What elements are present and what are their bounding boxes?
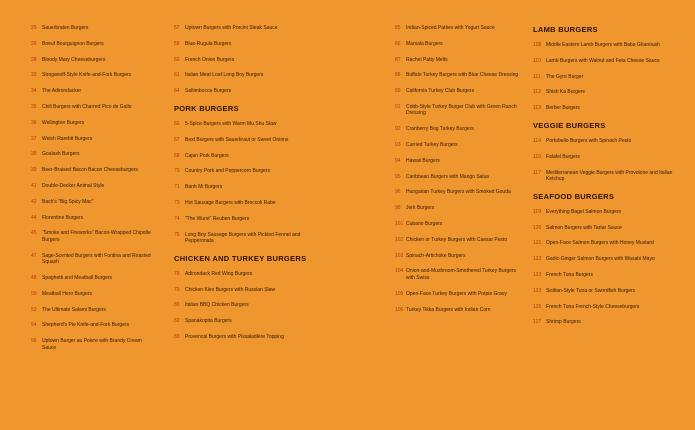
recipe-title: Sauerbraten Burgers: [42, 25, 89, 31]
index-entry: [174, 25, 324, 32]
recipe-title: California Turkey Club Burgers: [406, 88, 475, 95]
page-number: 82: [174, 318, 180, 325]
recipe-title: Shepherd's Pie Knife-and-Fork Burgers: [42, 322, 130, 329]
recipe-title: Uptown Burgers with Porcini Steak Sauce: [185, 25, 278, 31]
recipe-title: “The Wurst” Reuben Burgers: [185, 215, 250, 222]
index-entry: [31, 25, 156, 32]
index-entry: [174, 287, 324, 294]
index-entry: [31, 291, 156, 298]
recipe-title: Cobb-Style Turkey Burger Club with Green Ranch Dressing: [406, 103, 517, 117]
index-entry: [31, 275, 156, 282]
recipe-title: Bloody Mary Cheeseburgers: [42, 56, 106, 63]
page-number: 103: [395, 252, 404, 259]
index-entry: [533, 42, 673, 49]
page-number: 37: [31, 135, 37, 142]
index-entry: [533, 74, 673, 81]
index-entry: [395, 205, 525, 212]
page-number: 44: [31, 214, 37, 221]
page-number: 89: [395, 88, 401, 95]
page-number: 112: [533, 89, 541, 96]
index-entry: [533, 89, 673, 96]
index-entry: [395, 253, 525, 260]
index-entry: [31, 151, 156, 158]
recipe-title: Best Burgers with Sauerkraut or Sweet Onions: [185, 136, 289, 143]
index-entry: [395, 174, 525, 181]
recipe-title: Marsala Burgers: [406, 40, 443, 47]
index-entry: [533, 225, 673, 232]
recipe-title: The Adirondacker: [42, 88, 82, 95]
recipe-title: Caribbean Burgers with Mango Salsa: [406, 173, 489, 180]
page-number: 52: [31, 306, 37, 313]
recipe-title: Stroganoff-Style Knife-and-Fork Burgers: [42, 72, 132, 79]
page-number: 98: [395, 205, 401, 212]
recipe-title: Cubano Burgers: [406, 221, 443, 228]
page-number: 105: [395, 290, 404, 297]
recipe-title: Blue-Rugula Burgers: [185, 40, 232, 47]
recipe-title: Italian BBQ Chicken Burgers: [185, 302, 249, 309]
index-entry: [31, 183, 156, 190]
veggie-burger-list: [533, 138, 673, 183]
page-number: 47: [31, 252, 37, 259]
recipe-title: Welsh Rarebit Burgers: [42, 135, 93, 142]
page-number: 87: [395, 56, 401, 63]
recipe-title: Buffalo Turkey Burgers with Blue Cheese Dressing: [406, 72, 519, 79]
recipe-title: Shrimp Burgers: [546, 319, 581, 326]
page-number: 104: [395, 268, 404, 275]
page-number: 123: [533, 287, 542, 294]
recipe-title: Mediterranean Veggie Burgers with Provolone and Italian Ketchup: [546, 169, 673, 183]
page-number: 85: [395, 25, 401, 31]
index-entry: [533, 288, 673, 295]
page-number: 71: [174, 184, 180, 191]
page-number: 42: [31, 198, 37, 205]
recipe-title: Adirondack Red Wing Burgers: [185, 270, 253, 277]
page-number: 28: [31, 56, 37, 63]
page-number: 50: [31, 290, 37, 297]
index-entry: [31, 88, 156, 95]
recipe-title: Rachel Patty Melts: [406, 56, 448, 63]
recipe-title: Bach's “Big Spicy Mac”: [42, 198, 94, 205]
index-entry: [31, 199, 156, 206]
recipe-title: Double-Decker Animal Style: [42, 182, 105, 189]
recipe-title: Saltimbocca Burgers: [185, 88, 232, 95]
section-heading-chicken-turkey: CHICKEN AND TURKEY BURGERS: [174, 253, 307, 263]
recipe-title: Hawaii Burgers: [406, 157, 440, 164]
page-number: 86: [395, 40, 401, 47]
page-number: 102: [395, 236, 404, 243]
index-entry: [174, 41, 324, 48]
recipe-title: Spinach-Artichoke Burgers: [406, 252, 466, 259]
page-number: 74: [174, 215, 180, 222]
page-number: 94: [395, 157, 401, 164]
index-entry: [395, 104, 525, 117]
page-number: 116: [533, 153, 541, 160]
recipe-title: Country Pork and Peppercorn Burgers: [185, 168, 271, 175]
page-number: 83: [174, 334, 180, 341]
index-entry: [174, 168, 324, 175]
index-entry: [31, 215, 156, 222]
index-entry: [395, 88, 525, 95]
recipe-title: Sicilian-Style Tuna or Swordfish Burgers: [546, 287, 636, 294]
index-entry: [533, 170, 673, 183]
index-entry: [31, 167, 156, 174]
index-entry: [31, 41, 156, 48]
page-number: 125: [533, 303, 542, 310]
recipe-title: Jerk Burgers: [406, 205, 435, 212]
page-number: 108: [533, 42, 542, 48]
recipe-title: Boeuf Bourguignon Burgers: [42, 40, 104, 47]
index-entry: [533, 209, 673, 216]
recipe-title: Open-Face Salmon Burgers with Honey Mustard: [546, 240, 654, 247]
section-heading-seafood: SEAFOOD BURGERS: [533, 191, 615, 201]
recipe-title: French Onion Burgers: [185, 56, 235, 63]
page-number: 122: [533, 256, 542, 263]
page-number: 121: [533, 240, 542, 247]
recipe-title: Spaghetti and Meatball Burgers: [42, 274, 113, 281]
page-number: 35: [31, 103, 37, 110]
page-number: 91: [395, 103, 401, 110]
recipe-title: 5-Spice Burgers with Warm Mu Shu Slaw: [185, 120, 277, 127]
page-number: 73: [174, 199, 180, 206]
recipe-title: Italian Meat Loaf Long Boy Burgers: [185, 72, 264, 79]
page-number: 38: [31, 151, 37, 158]
recipe-title: Provencal Burgers with Pissaladière Topping: [185, 334, 284, 341]
recipe-title: Garlic-Ginger Salmon Burgers with Wasabi Mayo: [546, 256, 655, 263]
index-entry: [533, 304, 673, 311]
recipe-title: Everything Bagel Salmon Burgers: [546, 208, 622, 215]
page-number: 61: [174, 72, 180, 79]
section-heading-lamb: LAMB BURGERS: [533, 25, 598, 34]
page-number: 78: [174, 270, 180, 277]
index-entry: [174, 271, 324, 278]
index-entry: [395, 158, 525, 165]
index-entry: [395, 126, 525, 133]
page-number: 66: [174, 120, 180, 127]
recipe-title: Cranberry Bog Turkey Burgers: [406, 126, 474, 133]
page-number: 106: [395, 306, 404, 313]
page-number: 48: [31, 274, 37, 281]
pork-burger-list: [174, 121, 324, 245]
recipe-title: Beer-Braised Bacon Bacon Cheeseburgers: [42, 167, 138, 174]
index-entry: [31, 338, 156, 351]
recipe-title: Turkey Tikka Burgers with Indian Corn: [406, 306, 491, 313]
index-entry: [174, 302, 324, 309]
page-number: 117: [533, 169, 541, 176]
recipe-title: Long Boy Sausage Burgers with Pickled Fennel and Pepperonata: [185, 231, 301, 245]
index-entry: [395, 41, 525, 48]
recipe-title: Spanakopita Burgers: [185, 318, 232, 325]
recipe-title: Hungarian Turkey Burgers with Smoked Gouda: [406, 189, 511, 196]
page-number: 93: [395, 142, 401, 149]
index-entry: [31, 230, 156, 243]
index-entry: [31, 307, 156, 314]
seafood-burger-list: [533, 209, 673, 326]
recipe-title: Cajun Pork Burgers: [185, 152, 229, 159]
index-entry: [31, 322, 156, 329]
page-number: 54: [31, 322, 37, 329]
recipe-title: Middle Eastern Lamb Burgers with Baba Ghanoush: [546, 42, 660, 48]
page-number: 68: [174, 152, 180, 159]
index-entry: [174, 153, 324, 160]
lamb-burger-list: [533, 42, 673, 112]
page-number: 114: [533, 137, 541, 144]
index-entry: [31, 253, 156, 266]
page-number: 58: [174, 40, 180, 47]
recipe-title: French Tuna Burgers: [546, 272, 593, 279]
page-number: 79: [174, 286, 180, 293]
recipe-title: Chili Burgers with Charred Pico de Gallo: [42, 103, 132, 110]
index-entry: [395, 221, 525, 228]
index-entry: [533, 240, 673, 247]
section-heading-pork: PORK BURGERS: [174, 103, 239, 113]
recipe-title: Onion-and-Mushroom-Smothered Turkey Burgers with Swiss: [406, 268, 517, 281]
index-entry: [533, 319, 673, 326]
index-entry: [174, 318, 324, 325]
page-number: 92: [395, 126, 401, 133]
index-entry: [31, 136, 156, 143]
recipe-title: “Smoke and Fireworks” Bacon-Wrapped Chipotle Burgers: [42, 230, 151, 243]
recipe-title: French Tuna French-Style Cheeseburgers: [546, 303, 640, 310]
index-entry: [31, 104, 156, 111]
recipe-title: The Gyro Burger: [546, 73, 584, 80]
index-entry: [31, 57, 156, 64]
recipe-title: Wellington Burgers: [42, 119, 85, 126]
page-number: 25: [31, 25, 37, 31]
index-entry: [395, 189, 525, 196]
index-entry: [533, 154, 673, 161]
index-entry: [395, 142, 525, 149]
index-entry: [174, 88, 324, 95]
page-number: 80: [174, 302, 180, 309]
recipe-title: Florentine Burgers: [42, 214, 84, 221]
page-number: 57: [174, 25, 180, 31]
recipe-title: The Ultimate Salami Burgers: [42, 306, 106, 313]
index-entry: [174, 121, 324, 128]
index-entry: [174, 334, 324, 341]
index-column-3: [395, 25, 525, 322]
page-number: 34: [31, 88, 37, 95]
index-entry: [533, 105, 673, 112]
recipe-title: Open-Face Turkey Burgers with Potpie Gravy: [406, 290, 507, 297]
recipe-title: Hot Sausage Burgers with Broccoli Rabe: [185, 199, 276, 206]
recipe-title: Falafel Burgers: [546, 153, 580, 160]
index-entry: [395, 57, 525, 64]
index-entry: [395, 72, 525, 79]
index-entry: [174, 57, 324, 64]
index-column-1: [31, 25, 156, 360]
page-number: 110: [533, 57, 541, 64]
recipe-title: Shish Ka Burgers: [546, 89, 585, 96]
index-entry: [395, 237, 525, 244]
page-number: 45: [31, 230, 37, 237]
recipe-title: Sage-Scented Burgers with Fontina and Roasted Squash: [42, 252, 151, 266]
index-entry: [174, 216, 324, 223]
page-number: 33: [31, 72, 37, 79]
page-number: 67: [174, 136, 180, 143]
page-number: 101: [395, 221, 404, 228]
page-number: 119: [533, 208, 541, 215]
page-number: 26: [31, 40, 37, 47]
recipe-title: Lamb Burgers with Walnut and Feta Cheese Sauce: [546, 57, 660, 64]
index-entry: [174, 72, 324, 79]
recipe-title: Berber Burgers: [546, 105, 580, 112]
index-entry: [31, 72, 156, 79]
index-entry: [31, 120, 156, 127]
index-entry: [395, 268, 525, 281]
page-number: 127: [533, 319, 542, 326]
recipe-title: Chicken Kiev Burgers with Russian Slaw: [185, 286, 276, 293]
index-entry: [174, 137, 324, 144]
index-entry: [533, 256, 673, 263]
page-number: 60: [174, 56, 180, 63]
page-number: 95: [395, 173, 401, 180]
index-entry: [174, 232, 324, 245]
index-entry: [533, 138, 673, 145]
recipe-title: Curried Turkey Burgers: [406, 142, 458, 149]
page-number: 76: [174, 231, 180, 238]
recipe-title: Meatball Hero Burgers: [42, 290, 93, 297]
page-number: 111: [533, 73, 541, 80]
recipe-title: Salmon Burgers with Tartar Sauce: [546, 224, 622, 231]
index-entry: [395, 307, 525, 314]
page-number: 64: [174, 88, 180, 95]
section-heading-veggie: VEGGIE BURGERS: [533, 120, 606, 130]
beef-burger-list-continued: [174, 25, 324, 95]
recipe-title: Uptown Burger au Poivre with Brandy Cream Sauce: [42, 338, 142, 351]
page-number: 123: [533, 272, 542, 279]
page-number: 56: [31, 338, 37, 345]
page-number: 120: [533, 224, 542, 231]
page-number: 39: [31, 167, 37, 174]
index-column-2: [174, 25, 324, 350]
recipe-title: Portobello Burgers with Spinach Pesto: [546, 137, 632, 144]
chicken-turkey-burger-list: [174, 271, 324, 341]
recipe-title: Chicken or Turkey Burgers with Caesar Pesto: [406, 236, 508, 243]
index-entry: [174, 184, 324, 191]
page-number: 36: [31, 119, 37, 126]
page-number: 96: [395, 189, 401, 196]
recipe-title: Indian-Spiced Patties with Yogurt Sauce: [406, 25, 495, 31]
page-number: 88: [395, 72, 401, 79]
page-number: 70: [174, 168, 180, 175]
recipe-title: Banh Mi Burgers: [185, 184, 223, 191]
page-number: 113: [533, 105, 541, 112]
index-entry: [533, 58, 673, 65]
page-number: 41: [31, 182, 37, 189]
index-entry: [533, 272, 673, 279]
index-entry: [174, 200, 324, 207]
index-entry: [395, 25, 525, 32]
index-entry: [395, 291, 525, 298]
index-column-4: [533, 25, 673, 335]
recipe-title: Goulash Burgers: [42, 151, 80, 158]
